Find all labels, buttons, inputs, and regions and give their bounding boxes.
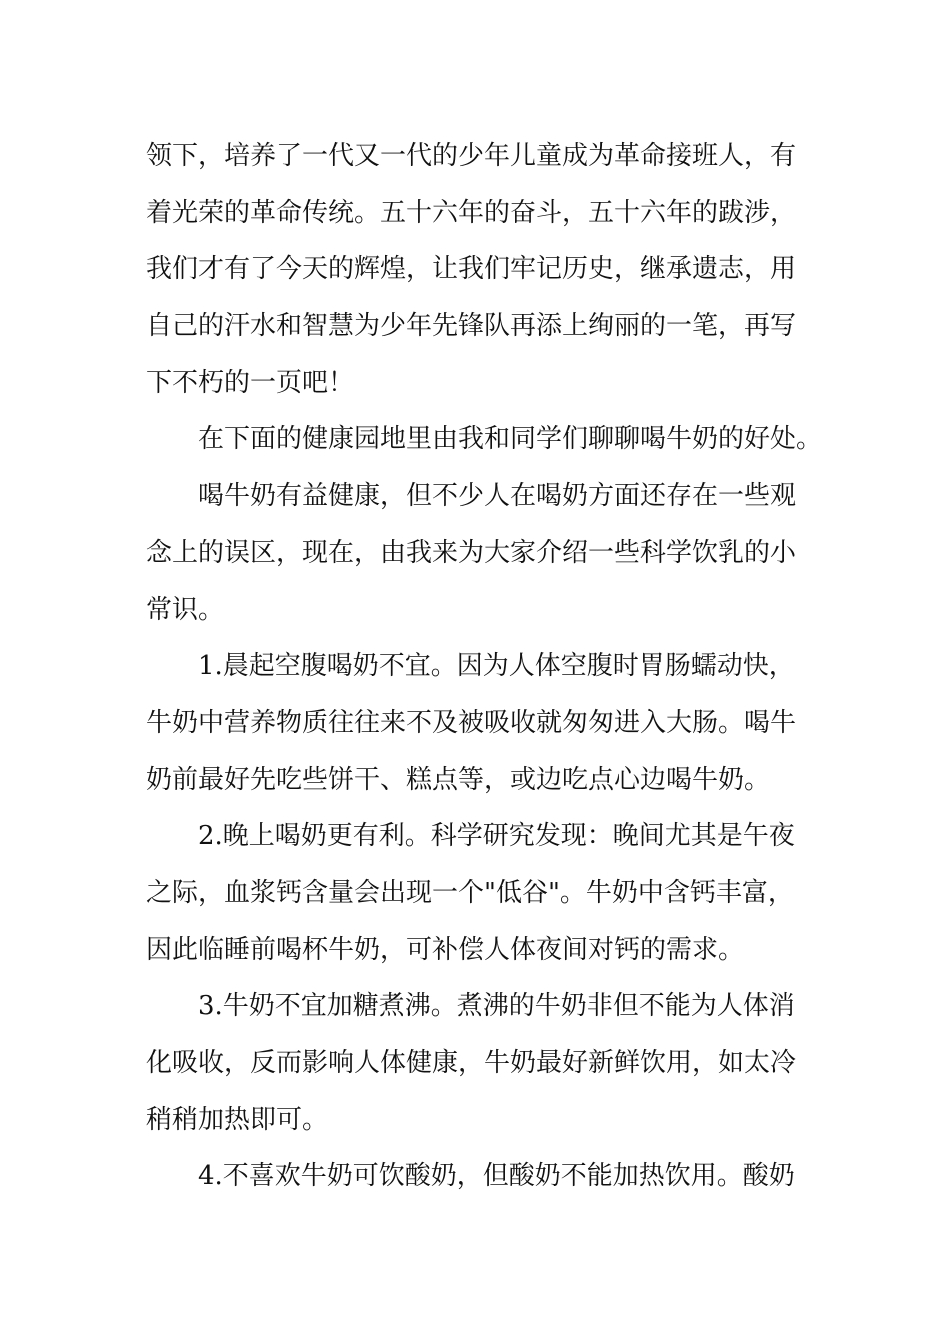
- paragraph-2: [146, 411, 823, 468]
- text-line: 之际，血浆钙含量会出现一个"低谷"。牛奶中含钙丰富，: [146, 877, 794, 908]
- paragraph-6: [146, 978, 806, 1148]
- text-line: 领下，培养了一代又一代的少年儿童成为革命接班人，有: [146, 141, 797, 171]
- text-line: 稍稍加热即可。: [146, 1104, 329, 1135]
- text-line: 自己的汗水和智慧为少年先锋队再添上绚丽的一笔，再写: [146, 311, 797, 342]
- text-line: 在下面的健康园地里由我和同学们聊聊喝牛奶的好处。: [198, 424, 823, 455]
- text-line: 念上的误区，现在，由我来为大家介绍一些科学饮乳的小: [146, 537, 797, 568]
- text-line: 奶前最好先吃些饼干、糕点等，或边吃点心边喝牛奶。: [146, 764, 771, 795]
- text-line: 化吸收，反而影响人体健康，牛奶最好新鲜饮用，如太冷: [146, 1048, 797, 1078]
- text-line: 常识。: [146, 594, 225, 625]
- text-line: 2.晚上喝奶更有利。科学研究发现：晚间尤其是午夜: [198, 821, 795, 852]
- text-line: 1.晨起空腹喝奶不宜。因为人体空腹时胃肠蠕动快，: [198, 651, 795, 682]
- text-line: 我们才有了今天的辉煌，让我们牢记历史，继承遗志，用: [146, 254, 797, 285]
- paragraph-1: [146, 128, 806, 411]
- text-line: 下不朽的一页吧！: [146, 367, 355, 398]
- text-line: 因此临睡前喝杯牛奶，可补偿人体夜间对钙的需求。: [146, 934, 745, 965]
- paragraph-5: [146, 808, 806, 978]
- text-line: 喝牛奶有益健康，但不少人在喝奶方面还存在一些观: [198, 481, 797, 512]
- document-page: [146, 128, 823, 1205]
- text-line: 4.不喜欢牛奶可饮酸奶，但酸奶不能加热饮用。酸奶: [198, 1161, 795, 1192]
- text-line: 牛奶中营养物质往往来不及被吸收就匆匆进入大肠。喝牛: [146, 707, 797, 738]
- text-line: 3.牛奶不宜加糖煮沸。煮沸的牛奶非但不能为人体消: [198, 991, 795, 1022]
- text-line: 着光荣的革命传统。五十六年的奋斗，五十六年的跋涉，: [146, 197, 797, 228]
- paragraph-3: [146, 468, 806, 638]
- paragraph-4: [146, 638, 806, 808]
- paragraph-7: [146, 1148, 806, 1205]
